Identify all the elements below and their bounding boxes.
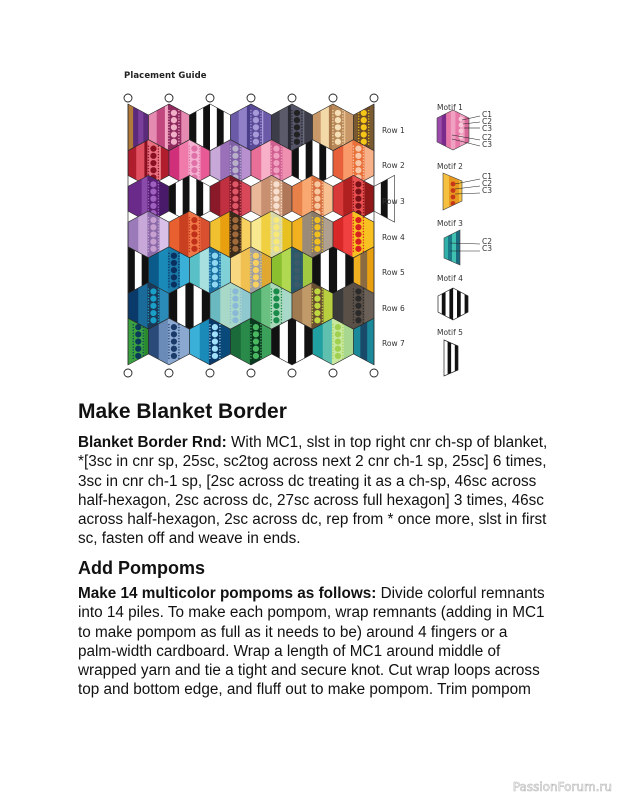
color-callout: C3 <box>482 140 493 149</box>
row-label: Row 1 <box>382 126 405 135</box>
blanket-border-instructions <box>78 433 548 549</box>
color-callout: C2 <box>482 133 493 142</box>
row-label: Row 2 <box>382 161 405 170</box>
row-label: Row 5 <box>382 268 405 277</box>
color-callout: C2 <box>482 179 493 188</box>
instruction-lead: Make 14 multicolor pompoms as follows: <box>78 585 377 602</box>
row-label: Row 7 <box>382 339 405 348</box>
motif-label: Motif 2 <box>437 162 463 171</box>
color-callout: C3 <box>482 124 493 133</box>
color-callout: C2 <box>482 117 493 126</box>
instruction-body: With MC1, slst in top right cnr ch-sp of blanket, *[3sc in cnr sp, 25sc, sc2tog across next 2 cnr ch-1 sp, 25sc] 6 times, 3sc in cnr ch-1 sp, [2sc across dc treating it as a ch-sp, 46sc across half-hexagon, 2sc across dc, 27sc across full hexagon] 3 times, 46sc across half-hexagon, 2sc across dc, rep from * once more, slst in first sc, fasten off and weave in ends. <box>78 434 548 548</box>
motif-label: Motif 5 <box>437 328 463 337</box>
color-callout: C1 <box>482 110 493 119</box>
color-callout: C2 <box>482 237 493 246</box>
color-callout: C3 <box>482 244 493 253</box>
motif-label: Motif 1 <box>437 103 463 112</box>
color-callout: C1 <box>482 172 493 181</box>
row-label: Row 3 <box>382 197 405 206</box>
watermark: PassionForum.ru <box>512 780 612 794</box>
section-heading-add-pompoms: Add Pompoms <box>78 558 206 578</box>
pompom-instructions <box>78 584 548 700</box>
row-label: Row 6 <box>382 304 405 313</box>
row-label: Row 4 <box>382 233 405 242</box>
section-heading-blanket-border: Make Blanket Border <box>78 400 287 423</box>
instruction-lead: Blanket Border Rnd: <box>78 434 227 451</box>
placement-guide-title: Placement Guide <box>124 71 207 81</box>
color-callout: C3 <box>482 186 493 195</box>
instruction-body: Divide colorful remnants into 14 piles. To make each pompom, wrap remnants (adding in MC1 to make pompom as full as it needs to be) around 4 fingers or a palm-width cardboard. Wrap a length of MC1 around middle of wrapped yarn and tie a tight and secure knot. Cut wrap loops across top and bottom edge, and fluff out to make pompom. Trim pompom <box>78 585 545 699</box>
motif-label: Motif 3 <box>437 219 463 228</box>
motif-label: Motif 4 <box>437 274 463 283</box>
